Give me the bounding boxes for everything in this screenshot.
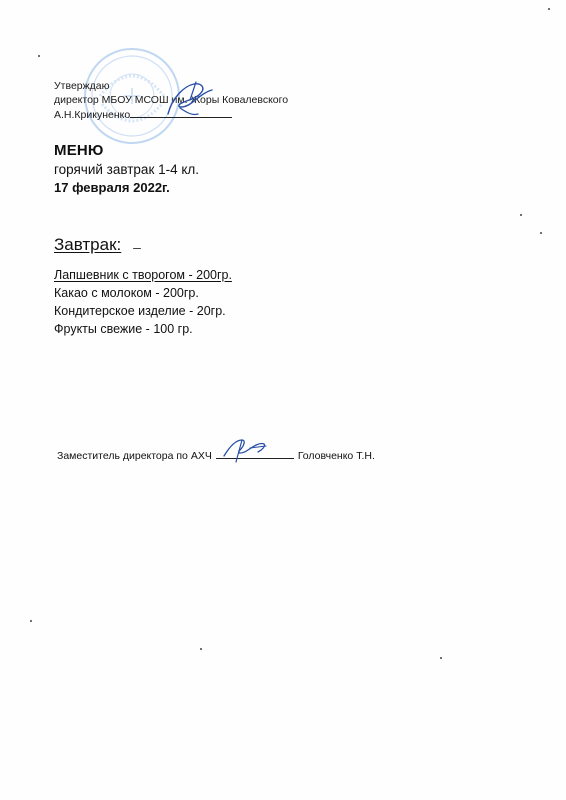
- deputy-name: Головченко Т.Н.: [297, 450, 375, 462]
- menu-title: МЕНЮ: [54, 142, 104, 159]
- deputy-signature-icon: [214, 434, 284, 468]
- menu-date: 17 февраля 2022г.: [54, 180, 170, 195]
- scan-speck: [133, 248, 141, 249]
- scan-speck: [200, 648, 202, 650]
- meal-item: Кондитерское изделие - 20гр.: [54, 304, 226, 318]
- menu-subtitle: горячий завтрак 1-4 кл.: [54, 162, 200, 177]
- approval-position: директор МБОУ МСОШ им. Жоры Ковалевского: [54, 93, 289, 106]
- approval-name: А.Н.Крикуненко: [54, 109, 131, 121]
- meal-item: Фрукты свежие - 100 гр.: [54, 322, 193, 336]
- meal-item: Какао с молоком - 200гр.: [54, 286, 199, 300]
- scan-speck: [548, 8, 550, 10]
- scan-speck: [440, 657, 442, 659]
- scan-speck: [30, 620, 32, 622]
- scan-speck: [38, 55, 40, 57]
- meal-heading: Завтрак:: [54, 235, 122, 254]
- meal-items-list: [54, 266, 232, 338]
- director-signature-icon: [150, 78, 220, 126]
- approval-label: Утверждаю: [54, 80, 110, 92]
- meal-item: Лапшевник с творогом - 200гр.: [54, 268, 232, 282]
- scan-speck: [520, 214, 522, 216]
- deputy-title: Заместитель директора по АХЧ: [57, 450, 212, 462]
- scan-speck: [540, 232, 542, 234]
